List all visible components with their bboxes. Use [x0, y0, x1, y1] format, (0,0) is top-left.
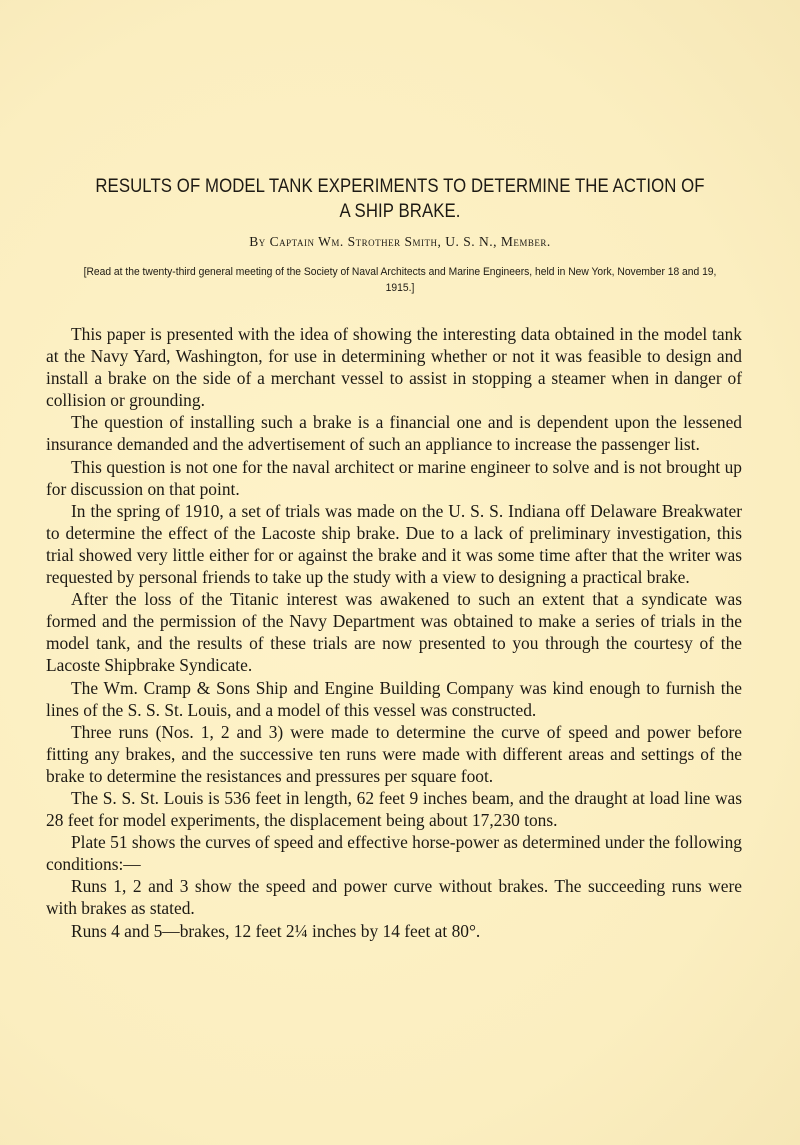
paragraph: Runs 4 and 5—brakes, 12 feet 2¼ inches by 14 feet at 80°.: [71, 920, 481, 941]
paragraph: This question is not one for the naval architect or marine engineer to solve and is not brought up for discussion on that point.: [46, 456, 742, 499]
meeting-note: [Read at the twenty-third general meeting of the Society of Naval Architects and Marine Engineers, held in New York, November 18 and 19, 1915.]: [83, 266, 717, 294]
body-text: [46, 323, 742, 942]
paragraph: In the spring of 1910, a set of trials was made on the U. S. S. Indiana off Delaware Breakwater to determine the effect of the Lacoste ship brake. Due to a lack of preliminary investigation, this trial showed very little either for or against the brake and it was some time after that the writer was requested by personal friends to take up the study with a view to designing a practical brake.: [46, 500, 742, 588]
author-byline: By Captain Wm. Strother Smith, U. S. N., Member.: [249, 234, 551, 249]
paragraph: The S. S. St. Louis is 536 feet in length, 62 feet 9 inches beam, and the draught at load line was 28 feet for model experiments, the displacement being about 17,230 tons.: [46, 787, 742, 831]
paper-title: RESULTS OF MODEL TANK EXPERIMENTS TO DETERMINE THE ACTION OF A SHIP BRAKE.: [95, 175, 705, 222]
paragraph: The Wm. Cramp & Sons Ship and Engine Building Company was kind enough to furnish the lines of the S. S. St. Louis, and a model of this vessel was constructed.: [46, 677, 742, 720]
paragraph: This paper is presented with the idea of showing the interesting data obtained in the model tank at the Navy Yard, Washington, for use in determining whether or not it was feasible to design and install a brake on the side of a merchant vessel to assist in stopping a steamer when in danger of collision or grounding.: [46, 324, 742, 411]
paragraph: After the loss of the Titanic interest was awakened to such an extent that a syndicate was formed and the permission of the Navy Department was obtained to make a series of trials in the model tank, and the results of these trials are now presented to you through the courtesy of the Lacoste Shipbrake Syndicate.: [46, 589, 742, 676]
paragraph: Three runs (Nos. 1, 2 and 3) were made to determine the curve of speed and power before fitting any brakes, and the successive ten runs were made with different areas and settings of the brake to determine the resistances and pressures per square foot.: [46, 721, 742, 786]
paragraph: Runs 1, 2 and 3 show the speed and power curve without brakes. The succeeding runs were with brakes as stated.: [46, 876, 742, 919]
paragraph: The question of installing such a brake is a financial one and is dependent upon the lessened insurance demanded and the advertisement of such an appliance to increase the passenger list.: [46, 412, 742, 455]
paragraph: Plate 51 shows the curves of speed and effective horse-power as determined under the following conditions:—: [46, 832, 742, 875]
